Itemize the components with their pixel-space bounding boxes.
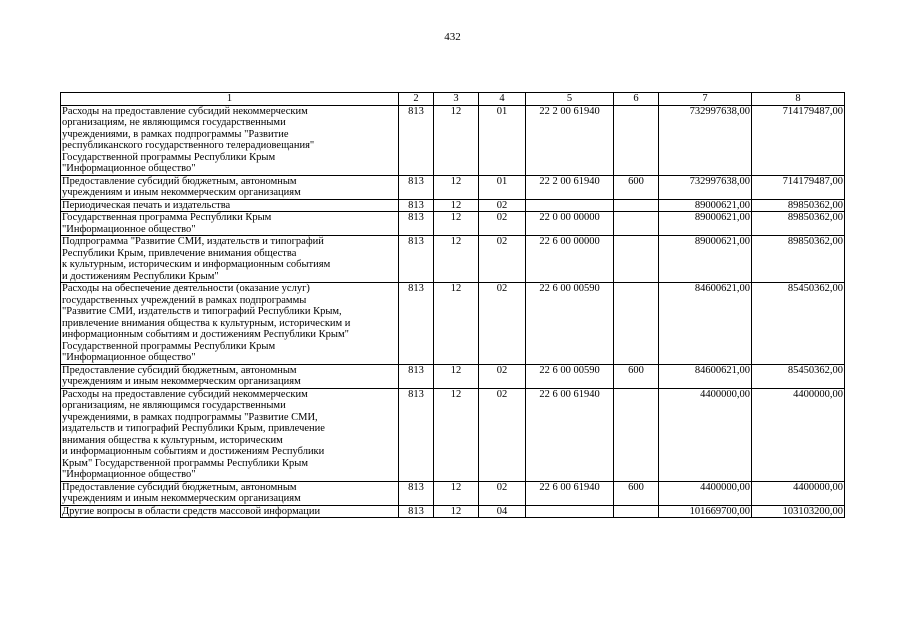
cell-ministry-code: 813	[399, 388, 434, 481]
cell-subsection-code: 02	[479, 388, 526, 481]
cell-amount-year2: 85450362,00	[752, 364, 845, 388]
cell-target-article: 22 6 00 00000	[526, 236, 614, 283]
cell-ministry-code: 813	[399, 199, 434, 212]
cell-ministry-code: 813	[399, 283, 434, 365]
cell-name: Предоставление субсидий бюджетным, автономным учреждениям и иным некоммерческим организациям	[61, 364, 399, 388]
cell-expense-type: 600	[614, 364, 659, 388]
cell-section-code: 12	[434, 175, 479, 199]
cell-target-article: 22 0 00 00000	[526, 212, 614, 236]
cell-target-article: 22 6 00 00590	[526, 364, 614, 388]
cell-subsection-code: 02	[479, 212, 526, 236]
cell-amount-year2: 103103200,00	[752, 505, 845, 518]
cell-amount-year2: 89850362,00	[752, 212, 845, 236]
cell-subsection-code: 02	[479, 481, 526, 505]
cell-ministry-code: 813	[399, 105, 434, 175]
cell-amount-year2: 85450362,00	[752, 283, 845, 365]
cell-amount-year2: 714179487,00	[752, 105, 845, 175]
cell-name: Предоставление субсидий бюджетным, автономным учреждениям и иным некоммерческим организациям	[61, 481, 399, 505]
cell-name: Расходы на предоставление субсидий некоммерческим организациям, не являющимся государственными учреждениями, в рамках подпрограммы "Развитие СМИ, издательств и типографий Республики Крым, привлечение внимания общества к культурным, историческим и информационным событиям и достижениям Республики Крым" Государственной программы Республики Крым "Информационное общество"	[61, 388, 399, 481]
cell-ministry-code: 813	[399, 212, 434, 236]
cell-amount-year1: 101669700,00	[659, 505, 752, 518]
cell-section-code: 12	[434, 388, 479, 481]
column-header: 4	[479, 93, 526, 106]
cell-ministry-code: 813	[399, 364, 434, 388]
cell-amount-year1: 89000621,00	[659, 199, 752, 212]
cell-expense-type	[614, 105, 659, 175]
cell-target-article: 22 2 00 61940	[526, 175, 614, 199]
table-row	[61, 283, 845, 365]
cell-ministry-code: 813	[399, 505, 434, 518]
cell-expense-type	[614, 236, 659, 283]
cell-name: Государственная программа Республики Крым "Информационное общество"	[61, 212, 399, 236]
cell-name: Расходы на предоставление субсидий некоммерческим организациям, не являющимся государственными учреждениями, в рамках подпрограммы "Развитие республиканского государственного телерадиовещания" Государственной программы Республики Крым "Информационное общество"	[61, 105, 399, 175]
cell-amount-year2: 4400000,00	[752, 388, 845, 481]
cell-target-article: 22 6 00 61940	[526, 388, 614, 481]
cell-expense-type	[614, 212, 659, 236]
cell-subsection-code: 01	[479, 105, 526, 175]
cell-subsection-code: 02	[479, 364, 526, 388]
table-row	[61, 105, 845, 175]
cell-target-article	[526, 199, 614, 212]
cell-section-code: 12	[434, 105, 479, 175]
cell-target-article: 22 6 00 00590	[526, 283, 614, 365]
table-row	[61, 212, 845, 236]
header-row	[61, 93, 845, 106]
cell-subsection-code: 02	[479, 283, 526, 365]
table-row	[61, 199, 845, 212]
cell-amount-year1: 4400000,00	[659, 388, 752, 481]
cell-name: Расходы на обеспечение деятельности (оказание услуг) государственных учреждений в рамках подпрограммы "Развитие СМИ, издательств и типографий Республики Крым, привлечение внимания общества к культурным, историческим и информационным событиям и достижениям Республики Крым" Государственной программы Республики Крым "Информационное общество"	[61, 283, 399, 365]
cell-amount-year1: 4400000,00	[659, 481, 752, 505]
cell-amount-year1: 84600621,00	[659, 283, 752, 365]
cell-ministry-code: 813	[399, 481, 434, 505]
cell-name: Периодическая печать и издательства	[61, 199, 399, 212]
cell-target-article: 22 6 00 61940	[526, 481, 614, 505]
cell-name: Подпрограмма "Развитие СМИ, издательств и типографий Республики Крым, привлечение внимания общества к культурным, историческим и информационным событиям и достижениям Республики Крым"	[61, 236, 399, 283]
cell-expense-type	[614, 283, 659, 365]
cell-amount-year2: 714179487,00	[752, 175, 845, 199]
table-row	[61, 505, 845, 518]
cell-section-code: 12	[434, 199, 479, 212]
cell-section-code: 12	[434, 212, 479, 236]
cell-ministry-code: 813	[399, 236, 434, 283]
column-header: 7	[659, 93, 752, 106]
column-header: 5	[526, 93, 614, 106]
table-row	[61, 364, 845, 388]
cell-expense-type	[614, 199, 659, 212]
cell-amount-year1: 89000621,00	[659, 212, 752, 236]
cell-ministry-code: 813	[399, 175, 434, 199]
cell-subsection-code: 02	[479, 236, 526, 283]
table-row	[61, 388, 845, 481]
budget-table	[60, 92, 845, 518]
table-row	[61, 481, 845, 505]
cell-name: Другие вопросы в области средств массовой информации	[61, 505, 399, 518]
cell-section-code: 12	[434, 481, 479, 505]
cell-name: Предоставление субсидий бюджетным, автономным учреждениям и иным некоммерческим организациям	[61, 175, 399, 199]
column-header: 8	[752, 93, 845, 106]
column-header: 2	[399, 93, 434, 106]
cell-amount-year2: 89850362,00	[752, 199, 845, 212]
cell-subsection-code: 01	[479, 175, 526, 199]
cell-section-code: 12	[434, 283, 479, 365]
cell-amount-year1: 89000621,00	[659, 236, 752, 283]
column-header: 6	[614, 93, 659, 106]
table-row	[61, 175, 845, 199]
column-header: 3	[434, 93, 479, 106]
cell-subsection-code: 02	[479, 199, 526, 212]
cell-target-article	[526, 505, 614, 518]
column-header: 1	[61, 93, 399, 106]
cell-target-article: 22 2 00 61940	[526, 105, 614, 175]
cell-amount-year2: 89850362,00	[752, 236, 845, 283]
cell-section-code: 12	[434, 236, 479, 283]
cell-expense-type: 600	[614, 175, 659, 199]
cell-amount-year1: 84600621,00	[659, 364, 752, 388]
page-number: 432	[444, 31, 461, 43]
table-row	[61, 236, 845, 283]
cell-section-code: 12	[434, 505, 479, 518]
cell-section-code: 12	[434, 364, 479, 388]
cell-amount-year1: 732997638,00	[659, 105, 752, 175]
cell-expense-type	[614, 505, 659, 518]
cell-amount-year1: 732997638,00	[659, 175, 752, 199]
cell-amount-year2: 4400000,00	[752, 481, 845, 505]
cell-expense-type	[614, 388, 659, 481]
cell-expense-type: 600	[614, 481, 659, 505]
cell-subsection-code: 04	[479, 505, 526, 518]
